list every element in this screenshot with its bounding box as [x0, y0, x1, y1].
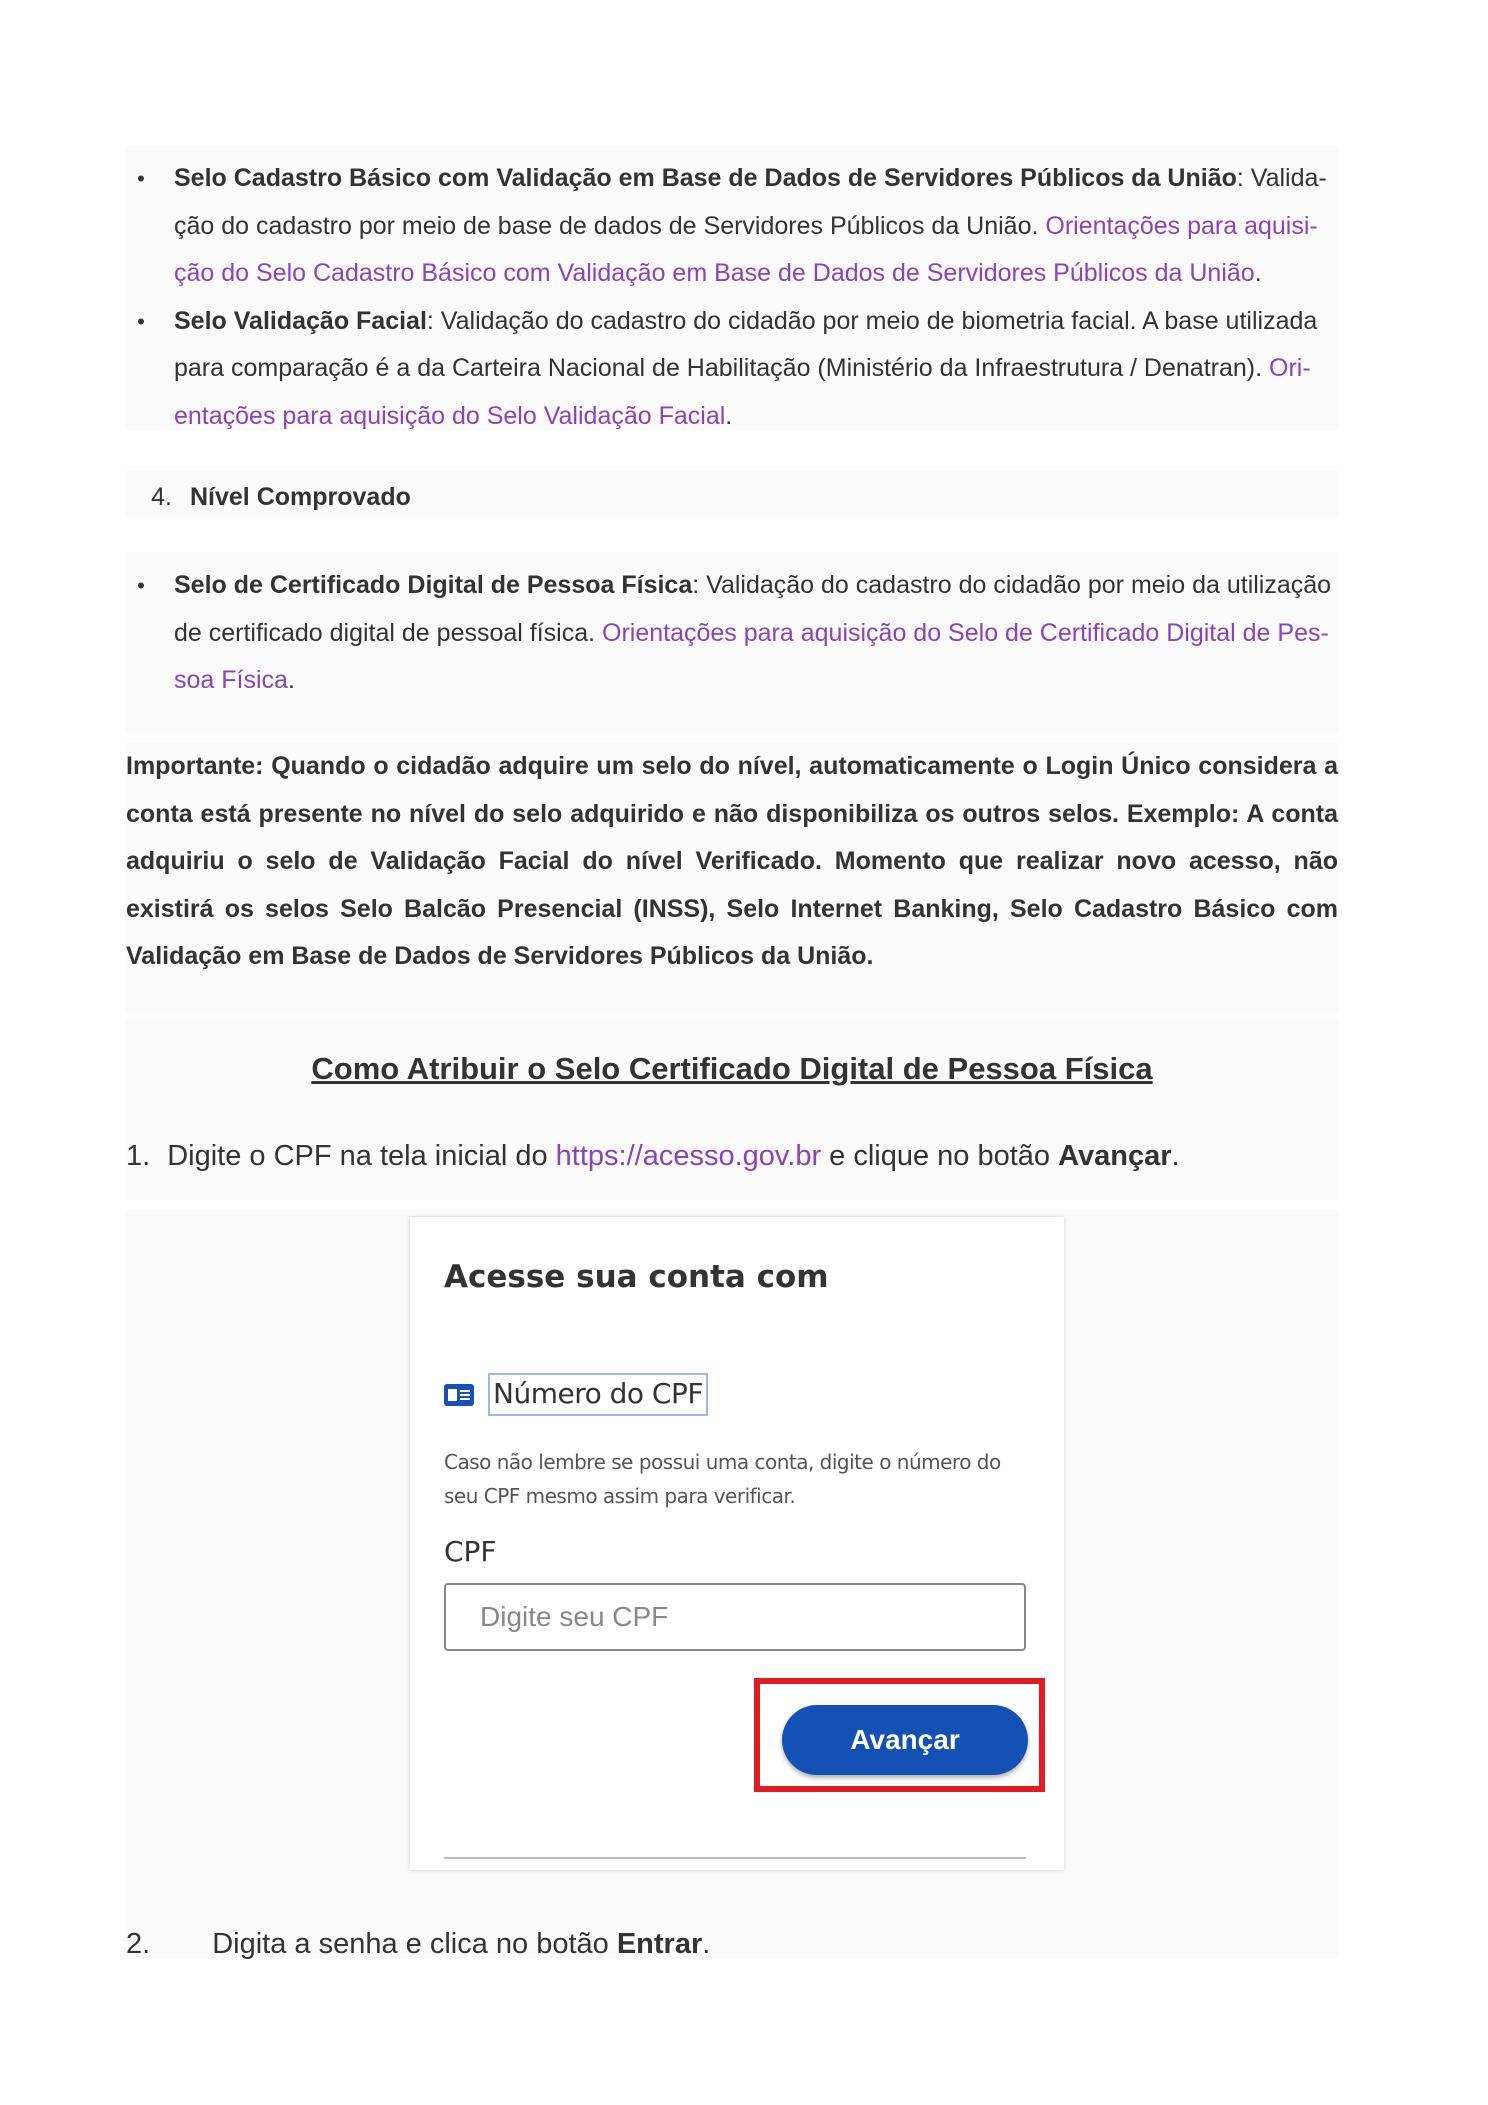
list-item: [126, 562, 1338, 705]
step-1: [126, 1136, 1338, 1176]
punctuation: .: [287, 666, 295, 694]
bullet-icon: •: [137, 166, 145, 191]
step-text: Digita a senha e clica no botão: [212, 1928, 617, 1960]
bullet-list-cert: [126, 562, 1338, 705]
step-bold: Avançar: [1058, 1140, 1172, 1172]
bullet-icon: •: [137, 573, 145, 598]
step-bold: Entrar: [616, 1928, 703, 1960]
description-text: : Validação do cadastro do cidadão por meio de biometria facial. A base utilizada: [426, 306, 1318, 335]
punctuation: .: [1171, 1140, 1180, 1172]
login-title: Acesse sua conta com: [444, 1259, 829, 1295]
level-title: Nível Comprovado: [190, 483, 411, 511]
step-text: Digite o CPF na tela inicial do: [167, 1140, 556, 1172]
seal-name: Selo Validação Facial: [174, 306, 427, 335]
list-item: [126, 298, 1338, 441]
id-card-icon: [444, 1384, 474, 1406]
step-number: 1.: [126, 1140, 151, 1172]
guide-link[interactable]: Orientações para aquisição do Selo de Certificado Digital de Pes-: [602, 618, 1329, 647]
bullet-icon: •: [137, 308, 145, 334]
advance-button[interactable]: Avançar: [782, 1705, 1028, 1775]
cpf-hint: Caso não lembre se possui uma conta, digite o número do seu CPF mesmo assim para verificar.: [444, 1450, 1001, 1508]
cpf-input[interactable]: Digite seu CPF: [444, 1583, 1026, 1651]
cpf-option-label: Número do CPF: [488, 1373, 708, 1416]
punctuation: .: [702, 1928, 711, 1960]
seal-name: Selo Cadastro Básico com Validação em Base de Dados de Servidores Públicos da União: [174, 164, 1237, 192]
cpf-label: CPF: [444, 1535, 497, 1568]
guide-link[interactable]: Orientações para aquisi-: [1045, 211, 1318, 240]
section-heading: Como Atribuir o Selo Certificado Digital de Pessoa Física: [311, 1051, 1153, 1086]
list-item: [126, 155, 1338, 298]
description-text: ção do cadastro por meio de base de dados de Servidores Públicos da União.: [174, 211, 1046, 240]
punctuation: .: [725, 401, 733, 430]
acesso-link[interactable]: https://acesso.gov.br: [555, 1140, 822, 1172]
description-text: para comparação é a da Carteira Nacional de Habilitação (Ministério da Infraestrutura / Denatran).: [174, 354, 1269, 382]
bullet-list-top: [126, 155, 1338, 440]
description-text: de certificado digital de pessoal física.: [174, 618, 603, 647]
step-number: 2.: [126, 1928, 151, 1960]
guide-link[interactable]: soa Física: [174, 666, 288, 694]
seal-name: Selo de Certificado Digital de Pessoa Física: [174, 571, 693, 599]
step-2: [126, 1924, 1338, 1964]
punctuation: .: [1254, 259, 1262, 287]
guide-link[interactable]: Ori-: [1269, 354, 1311, 382]
level-number: 4.: [151, 483, 172, 511]
login-card-screenshot: [410, 1217, 1064, 1870]
step-text: e clique no botão: [821, 1140, 1059, 1172]
important-note: Importante: Quando o cidadão adquire um selo do nível, automaticamente o Login Único considera a conta está presente no nível do selo adquirido e não disponibiliza os outros selos. Exemplo: A conta adquiriu o selo de Validação Facial do nível Verificado. Momento que realizar novo acesso, não existirá os selos Selo Balcão Presencial (INSS), Selo Internet Banking, Selo Cadastro Básico com Validação em Base de Dados de Servidores Públicos da União.: [126, 752, 1338, 970]
level-heading: [126, 474, 1338, 522]
description-text: : Valida-: [1236, 164, 1327, 192]
cpf-login-option[interactable]: [444, 1373, 708, 1416]
guide-link[interactable]: ção do Selo Cadastro Básico com Validação em Base de Dados de Servidores Públicos da União: [174, 259, 1255, 287]
divider: [444, 1857, 1026, 1859]
description-text: : Validação do cadastro do cidadão por meio da utilização: [692, 571, 1332, 599]
guide-link[interactable]: entações para aquisição do Selo Validação Facial: [174, 401, 726, 430]
